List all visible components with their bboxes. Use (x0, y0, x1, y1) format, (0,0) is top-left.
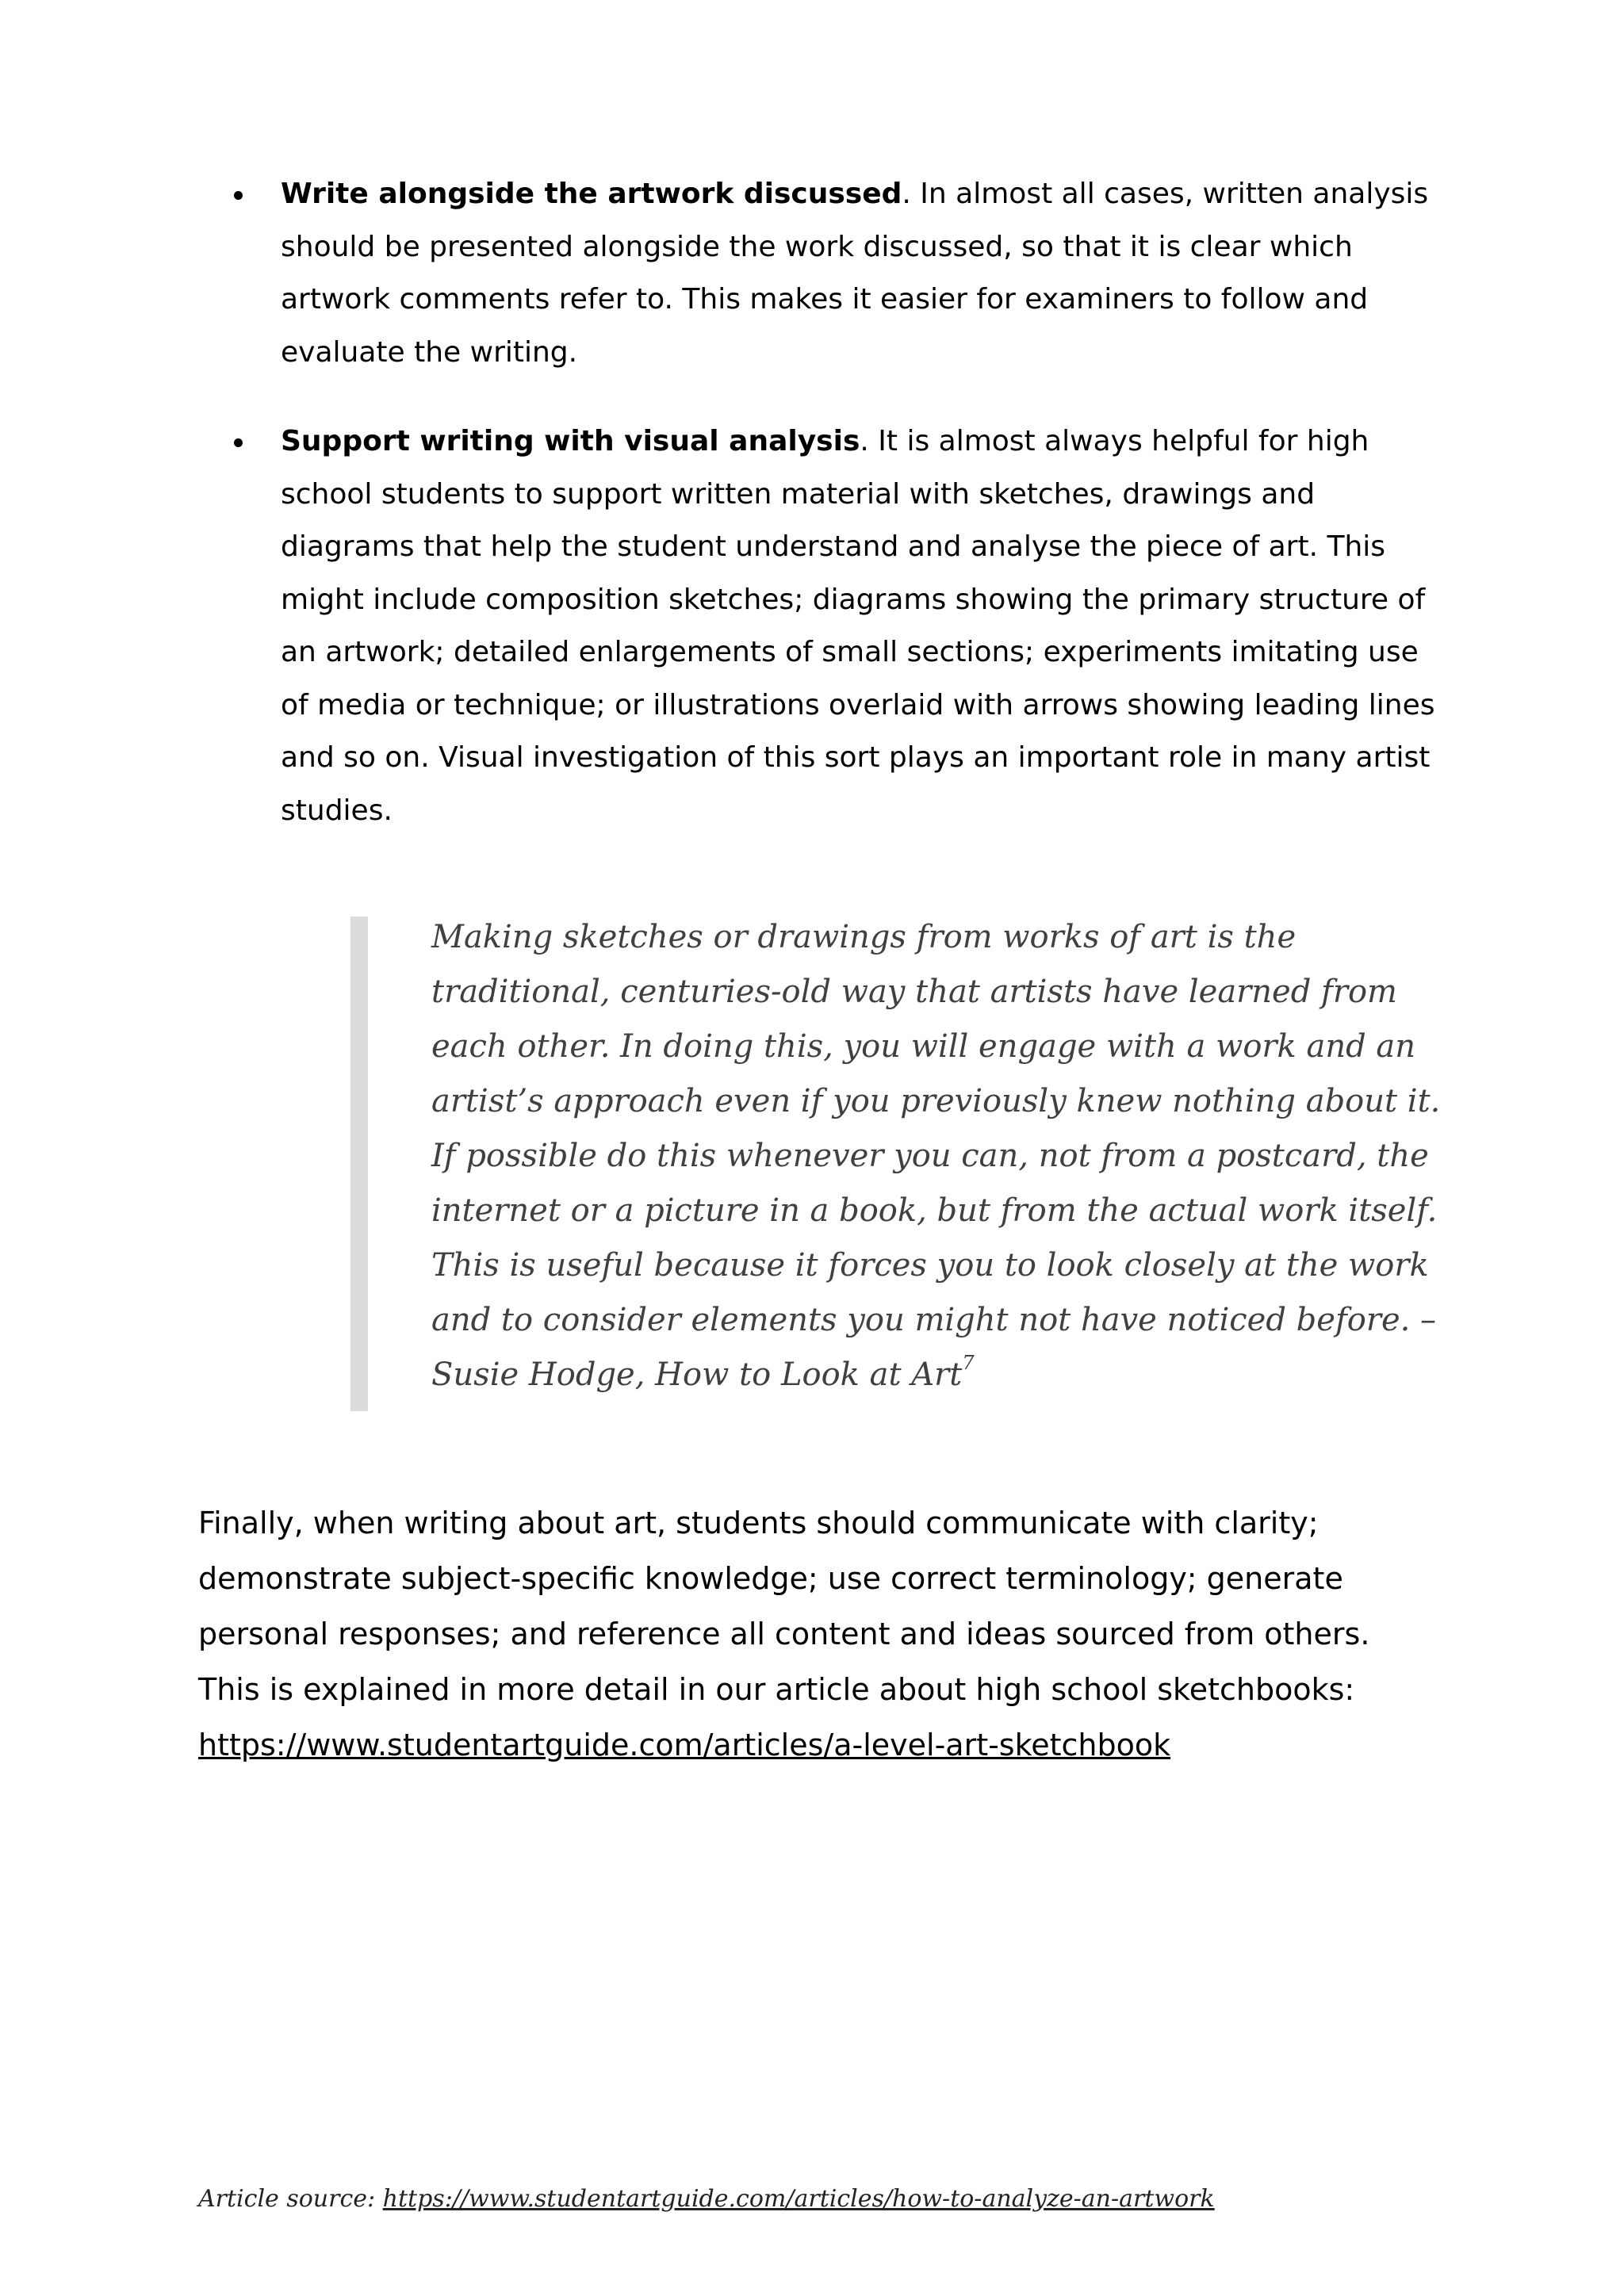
article-source-link[interactable]: https://www.studentartguide.com/articles/how-to-analyze-an-artwork (382, 2185, 1215, 2213)
final-paragraph (198, 1495, 1435, 1773)
bullet-title: Support writing with visual analysis (281, 425, 860, 457)
bullet-item-write-alongside (281, 168, 1438, 379)
bullet-dot-icon (234, 191, 243, 200)
quote-text (431, 910, 1454, 1402)
article-source-footer (198, 2183, 1215, 2215)
sketchbook-article-link[interactable]: https://www.studentartguide.com/articles/a-level-art-sketchbook (198, 1728, 1171, 1762)
quote-body: Making sketches or drawings from works of art is the traditional, centuries-old way that artists have learned from each other. In doing this, you will engage with a work and an artist’s approach even if you previously knew nothing about it. If possible do this whenever you can, not from a postcard, the internet or a picture in a book, but from the actual work itself. This is useful because it forces you to look closely at the work and to consider elements you might not have noticed before. – Susie Hodge, How to Look at Art (431, 919, 1441, 1393)
bullet-text: . It is almost always helpful for high school students to support written material with sketches, drawings and diagrams that help the student understand and analyse the piece of art. This might include composition sketches; diagrams showing the primary structure of an artwork; detailed enlargements of small sections; experiments imitating use of media or technique; or illustrations overlaid with arrows showing leading lines and so on. Visual investigation of this sort plays an important role in many artist studies. (281, 425, 1435, 827)
bullet-text: . In almost all cases, written analysis should be presented alongside the work discussed, so that it is clear which artwork comments refer to. This makes it easier for examiners to follow and evaluate the writing. (281, 178, 1429, 369)
bullet-dot-icon (234, 438, 243, 447)
bullet-item-visual-analysis (281, 415, 1438, 837)
quote-bar (350, 916, 368, 1411)
bullet-title: Write alongside the artwork discussed (281, 178, 902, 210)
block-quote (350, 916, 1445, 1411)
final-paragraph-text: Finally, when writing about art, students should communicate with clarity; demonstrate subject-specific knowledge; use correct terminology; generate personal responses; and reference all content and ideas sourced from others. This is explained in more detail in our article about high school sketchbooks: (198, 1506, 1370, 1707)
footer-label: Article source: (198, 2185, 383, 2213)
footnote-marker: 7 (962, 1352, 975, 1374)
